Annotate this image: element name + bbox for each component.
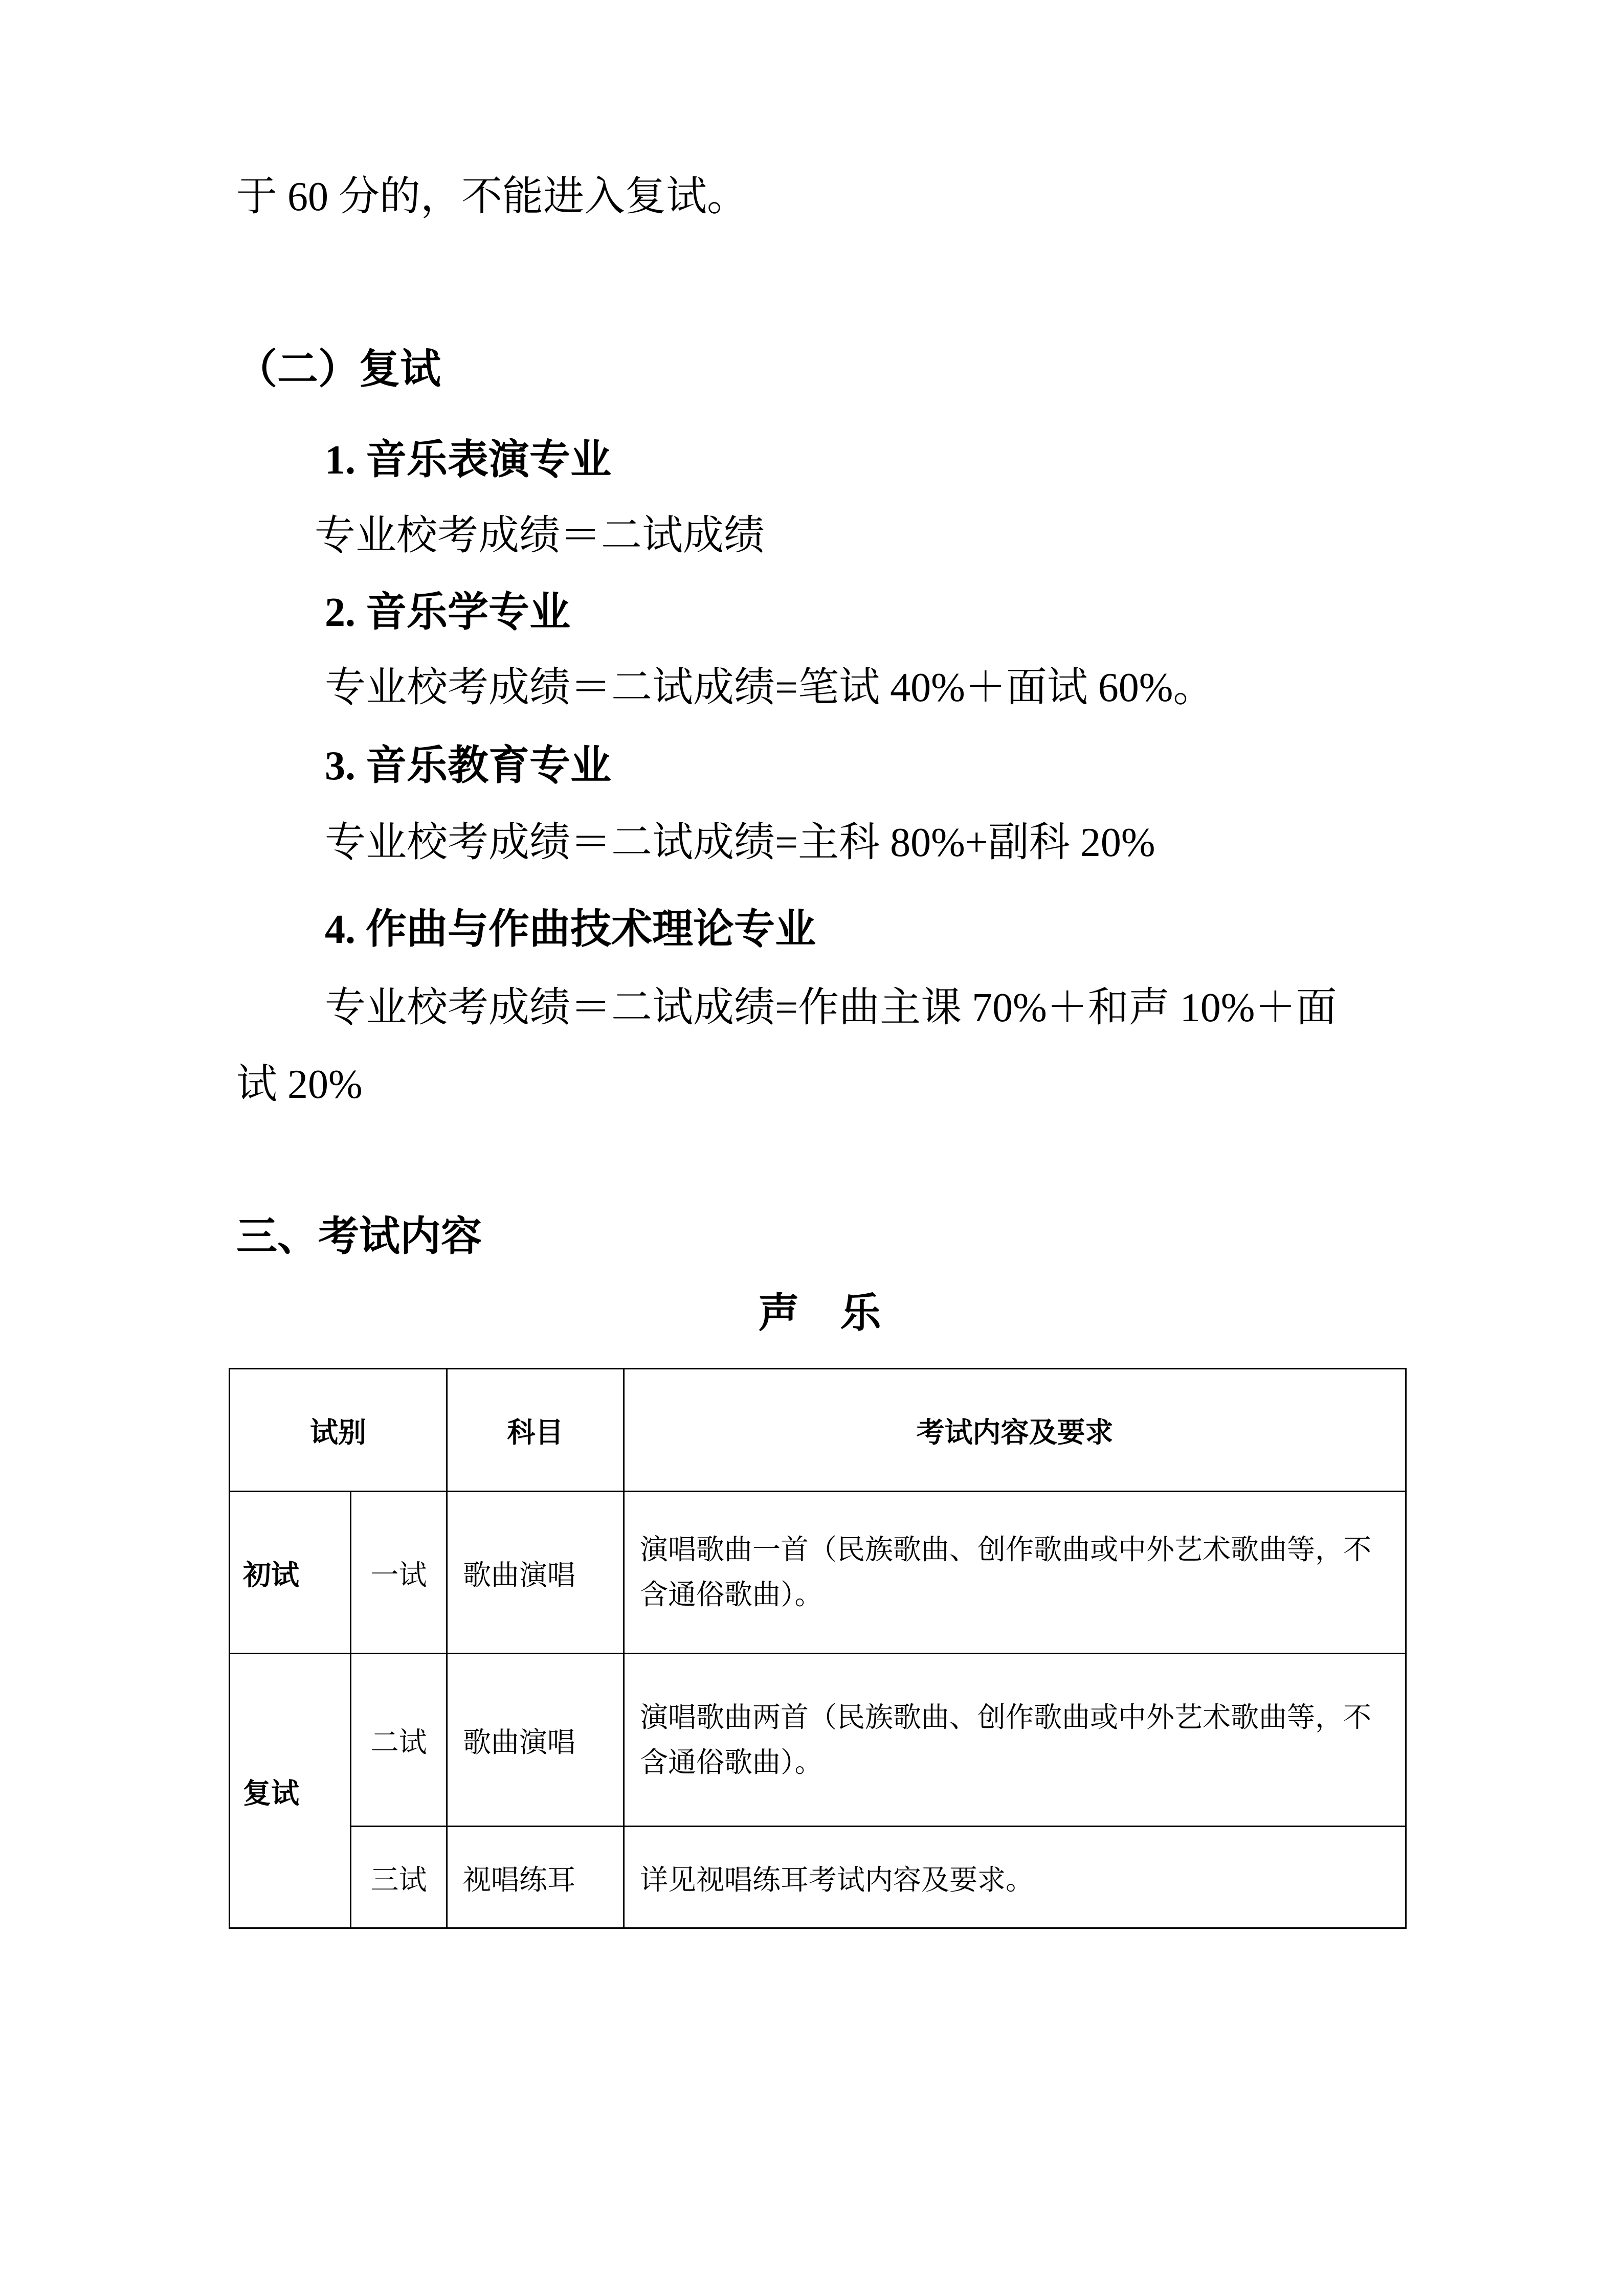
table-row <box>230 1827 1406 1928</box>
content: 演唱歌曲两首（民族歌曲、创作歌曲或中外艺术歌曲等，不含通俗歌曲）。 <box>624 1654 1406 1827</box>
heading-composition: 4. 作曲与作曲技术理论专业 <box>325 907 816 952</box>
subject: 歌曲演唱 <box>447 1492 624 1654</box>
section-heading-exam-content: 三、考试内容 <box>236 1214 482 1259</box>
content: 演唱歌曲一首（民族歌曲、创作歌曲或中外艺术歌曲等，不含通俗歌曲）。 <box>624 1492 1406 1654</box>
paragraph: 专业校考成绩＝二试成绩=作曲主课 70%＋和声 10%＋面 <box>325 985 1337 1030</box>
paragraph: 于 60 分的，不能进入复试。 <box>236 174 748 219</box>
heading-musicology: 2. 音乐学专业 <box>325 590 570 635</box>
subject: 歌曲演唱 <box>447 1654 624 1827</box>
paragraph: 专业校考成绩＝二试成绩=主科 80%+副科 20% <box>325 820 1155 865</box>
exam-table <box>229 1368 1407 1929</box>
heading-music-performance: 1. 音乐表演专业 <box>325 438 611 483</box>
subject: 视唱练耳 <box>447 1827 624 1928</box>
header-content: 考试内容及要求 <box>624 1369 1406 1492</box>
round: 二试 <box>351 1654 447 1827</box>
paragraph: 试 20% <box>236 1062 363 1107</box>
header-subject: 科目 <box>447 1369 624 1492</box>
section-heading-retest: （二）复试 <box>236 347 441 392</box>
content: 详见视唱练耳考试内容及要求。 <box>624 1827 1406 1928</box>
paragraph: 专业校考成绩＝二试成绩 <box>315 513 765 558</box>
group-retest: 复试 <box>230 1654 351 1928</box>
round: 三试 <box>351 1827 447 1928</box>
table-row <box>230 1654 1406 1827</box>
paragraph: 专业校考成绩＝二试成绩=笔试 40%＋面试 60%。 <box>325 665 1214 710</box>
group-first: 初试 <box>230 1492 351 1654</box>
round: 一试 <box>351 1492 447 1654</box>
header-round: 试别 <box>230 1369 447 1492</box>
table-row <box>230 1492 1406 1654</box>
table-header-row <box>230 1369 1406 1492</box>
heading-music-education: 3. 音乐教育专业 <box>325 744 611 789</box>
table-title: 声 乐 <box>758 1291 881 1336</box>
